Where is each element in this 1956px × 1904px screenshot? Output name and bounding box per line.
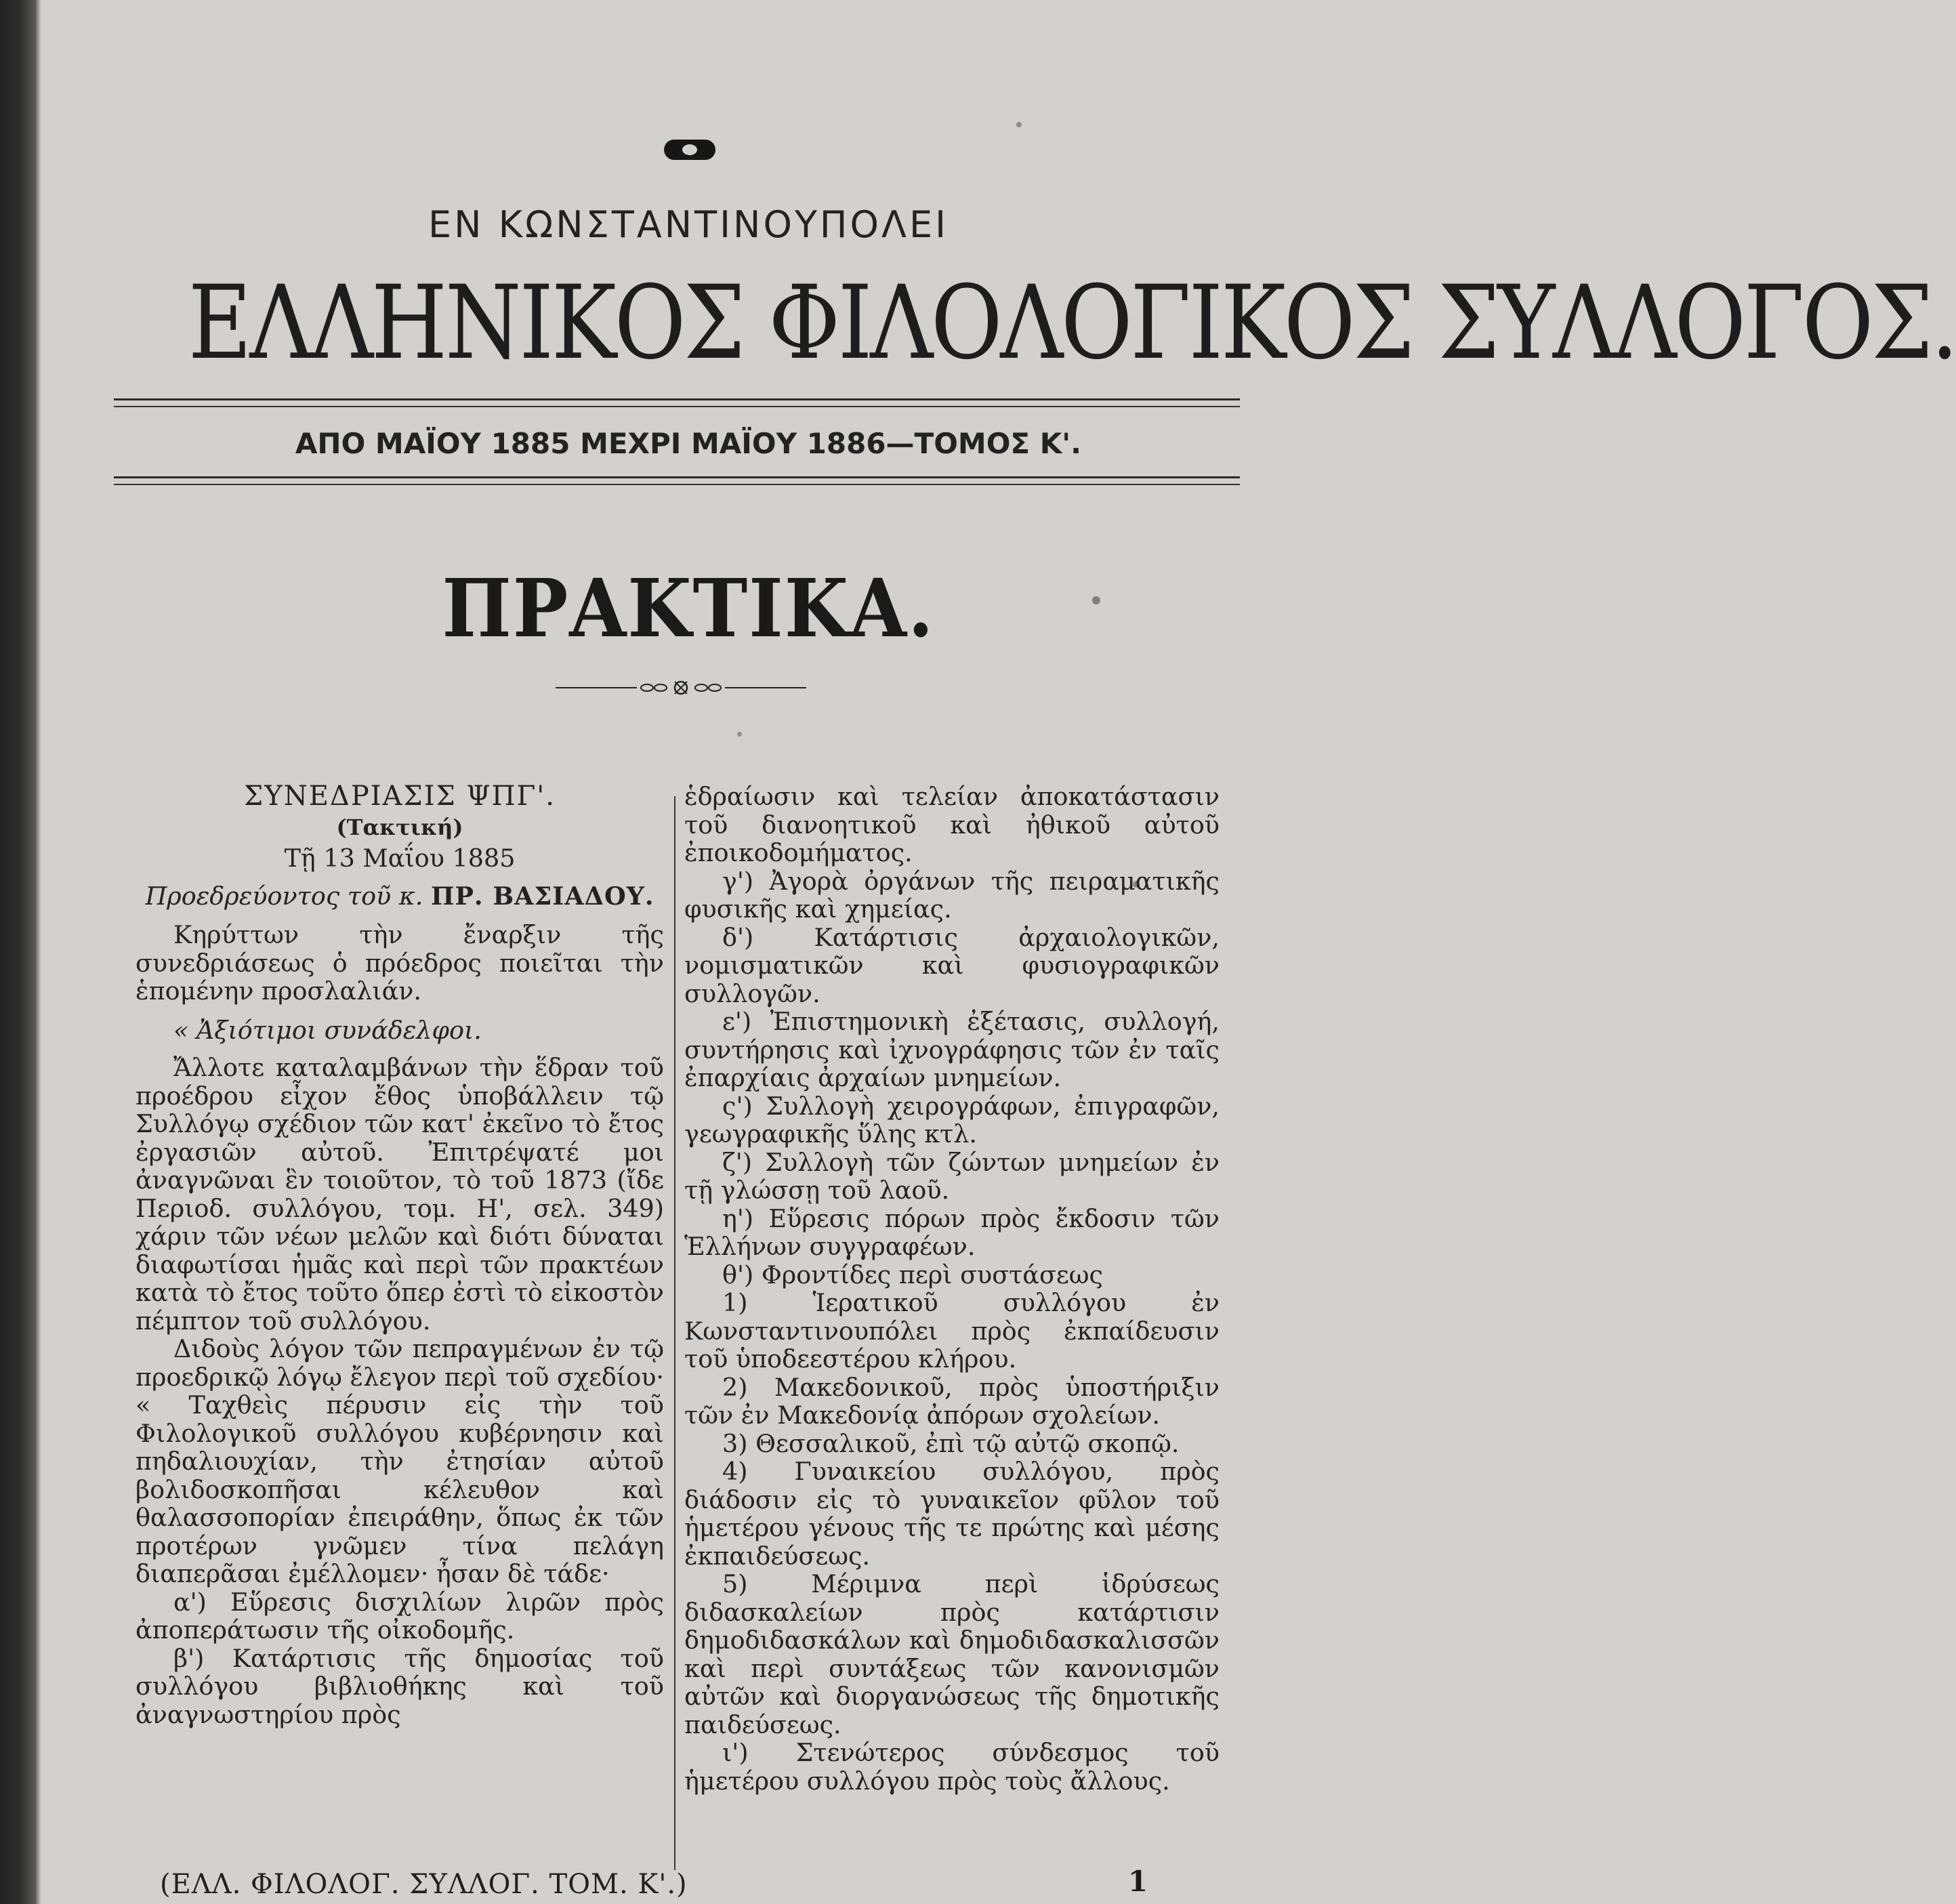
head-ornament bbox=[664, 140, 715, 160]
rule-bottom-1 bbox=[114, 476, 1240, 478]
session-heading: ΣΥΝΕΔΡΙΑΣΙΣ ΨΠΓ'. bbox=[244, 781, 556, 812]
item-f: ς') Συλλογὴ χειρογράφων, ἐπιγραφῶν, γεωγραφικῆς ὕλης κτλ. bbox=[684, 1091, 1220, 1148]
session-type: (Τακτική) bbox=[336, 814, 463, 840]
item-c: γ') Ἀγορὰ ὀργάνων τῆς πειραματικῆς φυσικῆς καὶ χημείας. bbox=[684, 866, 1220, 924]
footer-signature: (ΕΛΛ. ΦΙΛΟΛΟΓ. ΣΥΛΛΟΓ. ΤΟΜ. Κ'.) bbox=[160, 1869, 688, 1900]
rule-bottom-2 bbox=[114, 484, 1240, 485]
sub-item-4: 4) Γυναικείου συλλόγου, πρὸς διάδοσιν εἰς τὸ γυναικεῖον φῦλον τοῦ ἡμετέρου γένους τῆς τε πρώτης καὶ μέσης ἐκπαιδεύσεως. bbox=[684, 1457, 1220, 1571]
salutation: « Ἀξιότιμοι συνάδελφοι. bbox=[173, 1015, 482, 1045]
print-speck bbox=[1133, 881, 1140, 888]
page-number: 1 bbox=[1128, 1865, 1148, 1898]
intro-paragraph: Κηρύττων τὴν ἔναρξιν τῆς συνεδριάσεως ὁ πρόεδρος ποιεῖται τὴν ἑπομένην προσλαλιάν. bbox=[136, 920, 664, 1006]
right-column bbox=[684, 783, 1220, 1795]
rule-top-2 bbox=[114, 406, 1240, 407]
presided-prefix: Προεδρεύοντος τοῦ κ. bbox=[145, 881, 431, 911]
volume-line: ΑΠΟ ΜΑΪΟΥ 1885 ΜΕΧΡΙ ΜΑΪΟΥ 1886—ΤΟΜΟΣ Κ'. bbox=[295, 427, 1082, 460]
item-i: θ') Φροντίδες περὶ συστάσεως bbox=[722, 1260, 1103, 1289]
left-column bbox=[136, 783, 664, 1729]
rule-top-1 bbox=[114, 398, 1240, 400]
item-e: ε') Ἐπιστημονικὴ ἐξέτασις, συλλογή, συντήρησις καὶ ἰχνογράφησις τῶν ἐν ταῖς ἐπαρχίαις ἀρχαίων μνημείων. bbox=[684, 1007, 1220, 1092]
item-b: β') Κατάρτισις τῆς δημοσίας τοῦ συλλόγου βιβλιοθήκης καὶ τοῦ ἀναγνωστηρίου πρὸς bbox=[136, 1643, 664, 1729]
sub-item-1: 1) Ἱερατικοῦ συλλόγου ἐν Κωνσταντινουπόλει πρὸς ἐκπαίδευσιν τοῦ ὑποδεεστέρου κλήρου. bbox=[684, 1288, 1220, 1373]
supra-title: ΕΝ ΚΩΝΣΤΑΝΤΙΝΟΥΠΟΛΕΙ bbox=[428, 203, 949, 246]
column-divider bbox=[674, 796, 675, 1870]
section-title: ΠΡΑΚΤΙΚΑ. bbox=[442, 561, 935, 655]
item-d: δ') Κατάρτισις ἀρχαιολογικῶν, νομισματικῶν καὶ φυσιογραφικῶν συλλογῶν. bbox=[684, 922, 1220, 1008]
presided-line bbox=[136, 882, 664, 911]
item-g: ζ') Συλλογὴ τῶν ζώντων μνημείων ἐν τῇ γλώσσῃ τοῦ λαοῦ. bbox=[684, 1147, 1220, 1205]
society-name: ΕΛΛΗΝΙΚΟΣ ΦΙΛΟΛΟΓΙΚΟΣ ΣΥΛΛΟΓΟΣ. bbox=[188, 264, 1956, 382]
session-date: Τῇ 13 Μαΐου 1885 bbox=[284, 844, 516, 873]
sub-item-2: 2) Μακεδονικοῦ, πρὸς ὑποστήριξιν τῶν ἐν Μακεδονίᾳ ἀπόρων σχολείων. bbox=[684, 1372, 1220, 1430]
item-a: α') Εὕρεσις δισχιλίων λιρῶν πρὸς ἀποπεράτωσιν τῆς οἰκοδομῆς. bbox=[136, 1587, 664, 1644]
item-h: η') Εὕρεσις πόρων πρὸς ἔκδοσιν τῶν Ἑλλήνων συγγραφέων. bbox=[684, 1203, 1220, 1261]
sub-item-5: 5) Μέριμνα περὶ ἱδρύσεως διδασκαλείων πρὸς κατάρτισιν δημοδιδασκάλων καὶ δημοδιδασκαλισσῶν καὶ περὶ συντάξεως τῶν κανονισμῶν αὐτῶν καὶ διοργανώσεως τῆς δημοτικῆς παιδεύσεως. bbox=[684, 1569, 1220, 1739]
sub-item-3: 3) Θεσσαλικοῦ, ἐπὶ τῷ αὐτῷ σκοπῷ. bbox=[722, 1428, 1180, 1458]
title-flourish bbox=[556, 678, 806, 698]
item-j: ι') Στενώτερος σύνδεσμος τοῦ ἡμετέρου συλλόγου πρὸς τοὺς ἄλλους. bbox=[684, 1738, 1220, 1796]
print-speck bbox=[1016, 122, 1022, 127]
paragraph-2: Διδοὺς λόγον τῶν πεπραγμένων ἐν τῷ προεδρικῷ λόγῳ ἔλεγον περὶ τοῦ σχεδίου· « Ταχθεὶς πέρυσιν εἰς τὴν τοῦ Φιλολογικοῦ συλλόγου κυβέρνησιν καὶ πηδαλιουχίαν, τὴν ἐτησίαν αὐτοῦ βολιδοσκοπῆσαι κέλευθον καὶ θαλασσοπορίαν ἐπειράθην, ὅπως ἐκ τῶν προτέρων γνῶμεν τίνα πελάγη διαπερᾶσαι ἐμέλλομεν· ἦσαν δὲ τάδε· bbox=[136, 1334, 664, 1588]
print-speck bbox=[737, 732, 742, 737]
print-speck bbox=[1092, 596, 1100, 604]
paragraph-1: Ἄλλοτε καταλαμβάνων τὴν ἕδραν τοῦ προέδρου εἶχον ἔθος ὑποβάλλειν τῷ Συλλόγῳ σχέδιον τῶν κατ' ἐκεῖνο τὸ ἔτος ἐργασιῶν αὐτοῦ. Ἐπιτρέψατέ μοι ἀναγνῶναι ἓν τοιοῦτον, τὸ τοῦ 1873 (ἴδε Περιοδ. συλλόγου, τομ. Η', σελ. 349) χάριν τῶν νέων μελῶν καὶ διότι δύναται διαφωτίσαι ἡμᾶς καὶ περὶ τῶν πρακτέων κατὰ τὸ ἔτος τοῦτο ὅπερ ἐστὶ τὸ εἰκοστὸν πέμπτον τοῦ συλλόγου. bbox=[136, 1053, 664, 1336]
continuation: ἑδραίωσιν καὶ τελείαν ἀποκατάστασιν τοῦ διανοητικοῦ καὶ ἠθικοῦ αὐτοῦ ἐποικοδομήματος. bbox=[684, 782, 1220, 867]
presided-name: ΠΡ. ΒΑΣΙΑΔΟΥ. bbox=[430, 881, 654, 911]
